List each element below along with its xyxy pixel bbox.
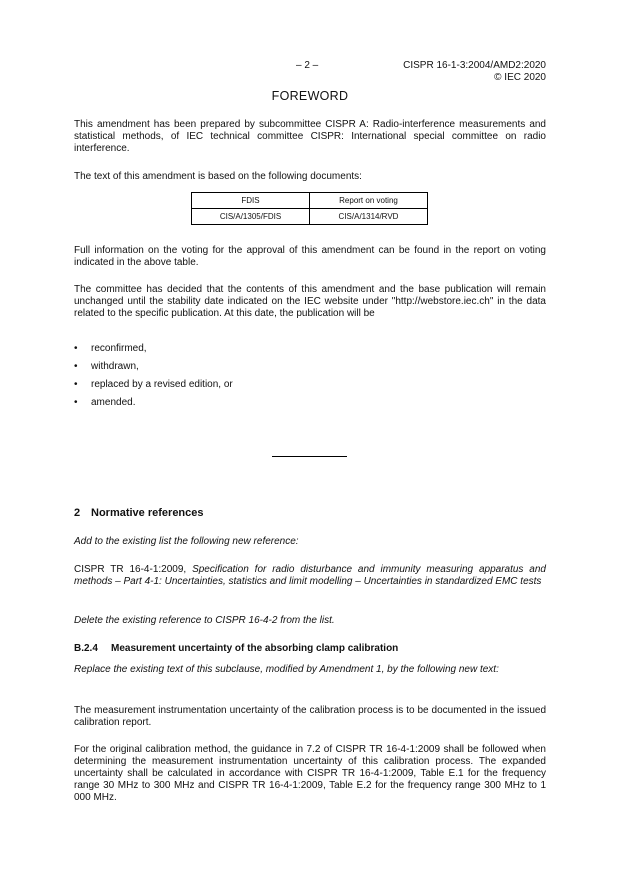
foreword-title: FOREWORD — [271, 89, 349, 103]
table-row — [192, 209, 428, 225]
table-header-fdis: FDIS — [192, 193, 310, 209]
reference-title: Specification for radio disturbance and immunity measuring apparatus and methods – Part 4-1: Uncertainties, statistics and limit modelling – Uncertainties in standardized EMC tests — [74, 564, 546, 587]
copyright-notice: © IEC 2020 — [494, 72, 546, 83]
document-header — [403, 60, 546, 84]
foreword-paragraph-2: The text of this amendment is based on the following documents: — [74, 171, 362, 182]
section-2-heading — [74, 507, 204, 519]
table-header-row — [192, 193, 428, 209]
reference-id: CISPR TR 16-4-1:2009, — [74, 564, 193, 575]
table-cell-rvd: CIS/A/1314/RVD — [310, 209, 428, 225]
instruction-delete-reference: Delete the existing reference to CISPR 16-4-2 from the list. — [74, 615, 335, 626]
section-title: Normative references — [91, 507, 204, 519]
instruction-add-reference: Add to the existing list the following new reference: — [74, 536, 299, 547]
bullet-icon: • — [74, 361, 78, 372]
new-reference-entry — [74, 564, 546, 588]
section-divider — [272, 456, 347, 457]
voting-documents-table — [191, 192, 428, 225]
table-header-report: Report on voting — [310, 193, 428, 209]
subclause-number: B.2.4 — [74, 643, 98, 654]
table-cell-fdis: CIS/A/1305/FDIS — [192, 209, 310, 225]
bullet-icon: • — [74, 397, 78, 408]
subclause-paragraph-2: For the original calibration method, the guidance in 7.2 of CISPR TR 16-4-1:2009 shall be followed when determining the measurement instrumentation uncertainty of this calibration process. The expanded uncertainty shall be calculated in accordance with CISPR TR 16-4-1:2009, Table E.1 for the frequency range 30 MHz to 300 MHz and CISPR TR 16-4-1:2009, Table E.2 for the frequency range 300 MHz to 1 000 MHz. — [74, 744, 546, 803]
bullet-icon: • — [74, 343, 78, 354]
bullet-icon: • — [74, 379, 78, 390]
foreword-paragraph-1: This amendment has been prepared by subcommittee CISPR A: Radio-interference measurements and statistical methods, of IEC technical committee CISPR: International special committee on radio interference. — [74, 119, 546, 154]
foreword-paragraph-4: The committee has decided that the contents of this amendment and the base publication will remain unchanged until the stability date indicated on the IEC website under "http://webstore.iec.ch" in the data related to the specific publication. At this date, the publication will be — [74, 284, 546, 319]
subclause-title: Measurement uncertainty of the absorbing clamp calibration — [111, 643, 399, 654]
subclause-paragraph-1: The measurement instrumentation uncertainty of the calibration process is to be documented in the issued calibration report. — [74, 705, 546, 728]
page-number: – 2 – — [296, 60, 319, 71]
document-id: CISPR 16-1-3:2004/AMD2:2020 — [403, 60, 546, 71]
foreword-paragraph-3: Full information on the voting for the approval of this amendment can be found in the report on voting indicated in the above table. — [74, 245, 546, 268]
instruction-replace-text: Replace the existing text of this subclause, modified by Amendment 1, by the following new text: — [74, 664, 499, 675]
section-number: 2 — [74, 507, 81, 519]
subclause-b24-heading — [74, 643, 398, 654]
